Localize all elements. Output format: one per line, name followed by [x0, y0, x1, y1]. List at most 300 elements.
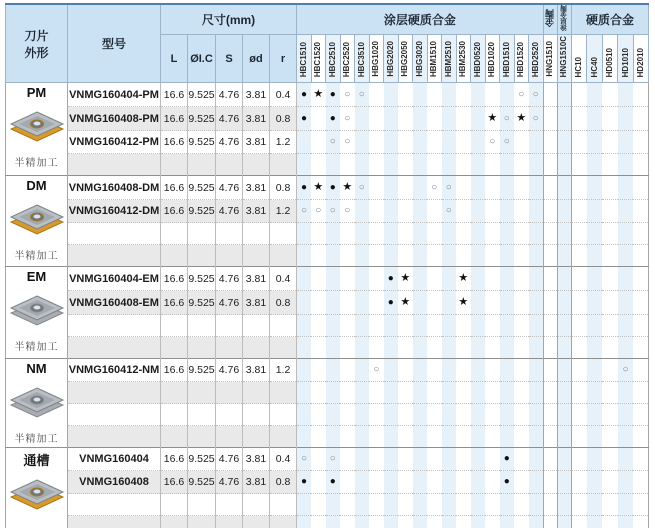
grade-mark-cell-HBD0520: [471, 494, 486, 516]
grade-mark-cell-HBG2050: [398, 382, 413, 404]
size-cell: [188, 315, 216, 337]
col-header-carbide-group: 硬质合金: [571, 4, 649, 35]
grade-label: HBG2050: [400, 41, 410, 77]
grade-mark-cell-HBG1020: [369, 315, 384, 337]
grade-mark-cell-HBG2020: [384, 200, 399, 223]
grade-mark-cell-HD1010: [618, 426, 634, 448]
star-mark-icon: ★: [458, 296, 469, 308]
grade-mark-cell-HBD0520: [471, 176, 486, 200]
grade-mark-cell-HBG3020: [413, 291, 428, 315]
grade-mark-cell-HBG3020: [413, 426, 428, 448]
insert-image: [9, 201, 65, 240]
table-row-VNMG160404: [6, 448, 649, 471]
grade-mark-cell-HD0510: [602, 315, 618, 337]
col-header-HBG3020: [413, 35, 428, 83]
size-cell: 4.76: [216, 131, 243, 154]
table-row-VNMG160408-EM: [6, 291, 649, 315]
grade-mark-cell-HBD2520: [529, 404, 544, 426]
grade-mark-cell-HC10: [571, 471, 587, 494]
grade-mark-cell-HD2010: [633, 315, 649, 337]
grade-mark-cell-HBD1020: [485, 83, 500, 107]
grade-mark-cell-HBM2530: [456, 382, 471, 404]
grade-mark-cell-HBC2510: [326, 200, 341, 223]
grade-mark-cell-HNG1510: [543, 83, 557, 107]
grade-mark-cell-HBG2050: [398, 494, 413, 516]
size-cell: 1.2: [270, 131, 297, 154]
col-header-HBG1020: [369, 35, 384, 83]
filled-mark-icon: ●: [301, 88, 308, 100]
grade-mark-cell-HD1010: [618, 176, 634, 200]
shape-box: [6, 267, 67, 355]
col-header-coated-cermet-group: 涂层金陶: [557, 4, 571, 35]
table-body: [6, 83, 649, 528]
grade-mark-cell-HD2010: [633, 494, 649, 516]
grade-mark-cell-HBD2520: [529, 471, 544, 494]
grade-mark-cell-HBM2530: [456, 404, 471, 426]
size-cell: [188, 382, 216, 404]
grade-mark-cell-HBG3020: [413, 245, 428, 267]
machining-note: 半精加工: [14, 158, 59, 169]
size-cell: [270, 315, 297, 337]
grade-mark-cell-HBG2050: [398, 359, 413, 382]
grade-mark-cell-HBC2520: [340, 315, 355, 337]
grade-mark-cell-HBD1020: [485, 382, 500, 404]
table-header: [6, 4, 649, 83]
size-cell: [243, 404, 270, 426]
grade-mark-cell-HC10: [571, 107, 587, 131]
size-cell: [216, 245, 243, 267]
grade-mark-cell-HNG1510: [543, 404, 557, 426]
grade-mark-cell-HBD0520: [471, 131, 486, 154]
grade-mark-cell-HNG1510: [543, 382, 557, 404]
grade-mark-cell-HBD2520: [529, 245, 544, 267]
grade-mark-cell-HBC3510: [355, 426, 370, 448]
grade-mark-cell-HD1010: [618, 516, 634, 528]
shape-cell-通槽: [6, 448, 68, 528]
grade-mark-cell-HBD2520: [529, 359, 544, 382]
grade-mark-cell-HBD0520: [471, 426, 486, 448]
grade-mark-cell-HBM1510: [427, 382, 442, 404]
grade-mark-cell-HC40: [587, 245, 603, 267]
grade-mark-cell-HBC3510: [355, 516, 370, 528]
grade-label: HBC3510: [356, 41, 366, 77]
size-cell: 0.8: [270, 471, 297, 494]
grade-mark-cell-HBG3020: [413, 131, 428, 154]
grade-mark-cell-HBG2020: [384, 426, 399, 448]
size-cell: 4.76: [216, 359, 243, 382]
shape-cell-DM: [6, 176, 68, 267]
grade-mark-cell-HBC3510: [355, 315, 370, 337]
grade-label: HNG1510C: [559, 35, 569, 77]
grade-mark-cell-HBC2520: [340, 516, 355, 528]
grade-mark-cell-HBM2510: [442, 516, 457, 528]
grade-mark-cell-HNG1510: [543, 494, 557, 516]
grade-mark-cell-HBD1020: [485, 426, 500, 448]
grade-mark-cell-HBD1020: [485, 471, 500, 494]
col-header-L: L: [161, 35, 188, 83]
grade-mark-cell-HBM2530: [456, 176, 471, 200]
grade-mark-cell-HNG1510C: [557, 516, 571, 528]
grade-mark-cell-HBG3020: [413, 404, 428, 426]
grade-mark-cell-HNG1510C: [557, 176, 571, 200]
size-cell: [161, 404, 188, 426]
grade-mark-cell-HBM2530: [456, 107, 471, 131]
col-header-HBG2020: [384, 35, 399, 83]
grade-mark-cell-HD0510: [602, 291, 618, 315]
grade-mark-cell-HBD1510: [500, 267, 515, 291]
grade-mark-cell-HBC1510: [297, 359, 312, 382]
grade-mark-cell-HBG1020: [369, 154, 384, 176]
size-cell: 4.76: [216, 83, 243, 107]
grade-mark-cell-HBM1510: [427, 426, 442, 448]
model-cell: VNMG160412-PM: [68, 131, 161, 154]
grade-mark-cell-HD1010: [618, 315, 634, 337]
shape-header-line1: 刀片: [24, 28, 49, 43]
grade-mark-cell-HD2010: [633, 448, 649, 471]
grade-mark-cell-HBC3510: [355, 471, 370, 494]
grade-mark-cell-HC10: [571, 200, 587, 223]
grade-mark-cell-HBM2530: [456, 154, 471, 176]
size-cell: [243, 223, 270, 245]
grade-mark-cell-HD1010: [618, 200, 634, 223]
size-cell: [161, 516, 188, 528]
col-header-HBD0520: [471, 35, 486, 83]
grade-mark-cell-HBD1520: [514, 200, 529, 223]
grade-mark-cell-HD0510: [602, 516, 618, 528]
grade-mark-cell-HBD0520: [471, 83, 486, 107]
grade-mark-cell-HBD1510: [500, 107, 515, 131]
grade-label: HD0510: [605, 47, 615, 77]
filled-mark-icon: ●: [301, 476, 308, 487]
grade-mark-cell-HC40: [587, 494, 603, 516]
col-header-IC: ØI.C: [188, 35, 216, 83]
grade-mark-cell-HBG1020: [369, 359, 384, 382]
grade-mark-cell-HBG3020: [413, 267, 428, 291]
grade-mark-cell-HBC2510: [326, 516, 341, 528]
size-cell: [270, 404, 297, 426]
grade-mark-cell-HNG1510C: [557, 315, 571, 337]
grade-mark-cell-HBM1510: [427, 107, 442, 131]
table-row-empty: [6, 154, 649, 176]
grade-mark-cell-HD2010: [633, 404, 649, 426]
grade-mark-cell-HBD1020: [485, 176, 500, 200]
model-cell: [68, 516, 161, 528]
col-header-HBC1520: [311, 35, 326, 83]
grade-mark-cell-HBC1520: [311, 176, 326, 200]
grade-mark-cell-HNG1510C: [557, 223, 571, 245]
table-row-VNMG160404-PM: [6, 83, 649, 107]
size-cell: 16.6: [161, 448, 188, 471]
grade-mark-cell-HBC2510: [326, 291, 341, 315]
size-cell: [216, 404, 243, 426]
grade-mark-cell-HBM2530: [456, 471, 471, 494]
grade-mark-cell-HD0510: [602, 223, 618, 245]
grade-mark-cell-HBG2050: [398, 471, 413, 494]
col-header-HNG1510C: [557, 35, 571, 83]
table-row-empty: [6, 337, 649, 359]
open-mark-icon: ○: [344, 88, 351, 100]
grade-mark-cell-HBG1020: [369, 291, 384, 315]
grade-mark-cell-HBD1520: [514, 245, 529, 267]
size-cell: [270, 223, 297, 245]
col-header-HD2010: [633, 35, 649, 83]
grade-mark-cell-HNG1510C: [557, 337, 571, 359]
size-cell: 9.525: [188, 267, 216, 291]
size-cell: 9.525: [188, 107, 216, 131]
grade-mark-cell-HBM1510: [427, 494, 442, 516]
insert-image: [9, 476, 65, 515]
grade-label: HBD1020: [487, 41, 497, 77]
grade-mark-cell-HBD1520: [514, 448, 529, 471]
size-cell: [243, 516, 270, 528]
grade-mark-cell-HBD1510: [500, 494, 515, 516]
grade-mark-cell-HBG2050: [398, 83, 413, 107]
grade-mark-cell-HBG3020: [413, 494, 428, 516]
col-header-coated-carbide-group: 涂层硬质合金: [297, 4, 544, 35]
grade-mark-cell-HBG2050: [398, 200, 413, 223]
star-mark-icon: ★: [458, 272, 469, 284]
grade-mark-cell-HD2010: [633, 154, 649, 176]
table-row-empty: [6, 516, 649, 528]
col-header-model: 型号: [68, 4, 161, 83]
col-header-HBC2520: [340, 35, 355, 83]
grade-mark-cell-HBD0520: [471, 315, 486, 337]
grade-mark-cell-HBG2020: [384, 315, 399, 337]
grade-mark-cell-HBC2520: [340, 494, 355, 516]
grade-mark-cell-HBC3510: [355, 359, 370, 382]
grade-mark-cell-HBG2020: [384, 359, 399, 382]
grade-mark-cell-HBM2510: [442, 404, 457, 426]
group-label: 通槽: [23, 453, 50, 468]
grade-mark-cell-HC10: [571, 291, 587, 315]
grade-mark-cell-HBD1510: [500, 359, 515, 382]
grade-mark-cell-HBM2510: [442, 83, 457, 107]
grade-mark-cell-HBD1510: [500, 245, 515, 267]
grade-mark-cell-HBM2530: [456, 448, 471, 471]
grade-mark-cell-HBM2510: [442, 494, 457, 516]
grade-mark-cell-HD1010: [618, 404, 634, 426]
grade-mark-cell-HBC1510: [297, 200, 312, 223]
grade-mark-cell-HBM1510: [427, 471, 442, 494]
grade-mark-cell-HBD1520: [514, 176, 529, 200]
grade-mark-cell-HBM1510: [427, 154, 442, 176]
shape-cell-EM: [6, 267, 68, 359]
size-cell: [270, 426, 297, 448]
grade-mark-cell-HBD2520: [529, 131, 544, 154]
grade-mark-cell-HBD1520: [514, 471, 529, 494]
open-mark-icon: ○: [329, 453, 336, 464]
grade-label: HBM2510: [443, 40, 453, 77]
grade-mark-cell-HBC3510: [355, 200, 370, 223]
grade-mark-cell-HBC1520: [311, 426, 326, 448]
grade-mark-cell-HBM2510: [442, 131, 457, 154]
model-cell: [68, 223, 161, 245]
size-cell: [188, 154, 216, 176]
grade-mark-cell-HBD1520: [514, 404, 529, 426]
grade-mark-cell-HBD2520: [529, 337, 544, 359]
grade-mark-cell-HD0510: [602, 107, 618, 131]
grade-mark-cell-HC40: [587, 176, 603, 200]
col-header-HC40: [587, 35, 603, 83]
shape-cell-NM: [6, 359, 68, 448]
grade-mark-cell-HD2010: [633, 200, 649, 223]
size-cell: [216, 382, 243, 404]
grade-mark-cell-HBC2520: [340, 382, 355, 404]
size-cell: [161, 315, 188, 337]
grade-mark-cell-HBD2520: [529, 107, 544, 131]
grade-mark-cell-HD0510: [602, 83, 618, 107]
grade-mark-cell-HBM2510: [442, 337, 457, 359]
grade-mark-cell-HC40: [587, 291, 603, 315]
model-cell: [68, 245, 161, 267]
grade-mark-cell-HBG2050: [398, 516, 413, 528]
grade-mark-cell-HBG3020: [413, 176, 428, 200]
grade-mark-cell-HD2010: [633, 471, 649, 494]
grade-label: HBC2510: [327, 41, 337, 77]
group-label: DM: [26, 178, 47, 193]
open-mark-icon: ○: [315, 205, 322, 216]
col-header-cermet-group: 金陶: [543, 4, 557, 35]
grade-mark-cell-HBM1510: [427, 337, 442, 359]
table-row-empty: [6, 426, 649, 448]
grade-mark-cell-HBG3020: [413, 359, 428, 382]
grade-mark-cell-HD1010: [618, 471, 634, 494]
grade-mark-cell-HC40: [587, 267, 603, 291]
model-cell: [68, 154, 161, 176]
shape-box: [6, 359, 67, 447]
grade-mark-cell-HBC1510: [297, 245, 312, 267]
table-row-empty: [6, 245, 649, 267]
grade-mark-cell-HBC1510: [297, 131, 312, 154]
grade-mark-cell-HBD2520: [529, 494, 544, 516]
grade-mark-cell-HBM1510: [427, 448, 442, 471]
grade-mark-cell-HBG1020: [369, 404, 384, 426]
grade-mark-cell-HD0510: [602, 176, 618, 200]
grade-mark-cell-HBM2510: [442, 382, 457, 404]
grade-label: HBG2020: [385, 41, 395, 77]
grade-mark-cell-HC10: [571, 448, 587, 471]
grade-mark-cell-HD0510: [602, 404, 618, 426]
grade-mark-cell-HBM1510: [427, 245, 442, 267]
grade-mark-cell-HC10: [571, 83, 587, 107]
grade-label: HC40: [589, 56, 599, 77]
grade-mark-cell-HBC2510: [326, 471, 341, 494]
col-header-S: S: [216, 35, 243, 83]
grade-mark-cell-HBD1020: [485, 516, 500, 528]
col-header-HBD1520: [514, 35, 529, 83]
size-cell: 1.2: [270, 359, 297, 382]
grade-mark-cell-HBC2510: [326, 267, 341, 291]
star-mark-icon: ★: [400, 296, 411, 308]
grade-mark-cell-HD1010: [618, 359, 634, 382]
grade-mark-cell-HBC2510: [326, 83, 341, 107]
grade-mark-cell-HBM2530: [456, 267, 471, 291]
grade-mark-cell-HC10: [571, 494, 587, 516]
grade-mark-cell-HBG1020: [369, 471, 384, 494]
shape-box: [6, 83, 67, 171]
open-mark-icon: ○: [373, 364, 380, 375]
grade-mark-cell-HC40: [587, 200, 603, 223]
grade-mark-cell-HNG1510: [543, 107, 557, 131]
size-cell: [216, 426, 243, 448]
open-mark-icon: ○: [532, 88, 539, 100]
size-cell: 9.525: [188, 359, 216, 382]
size-cell: 0.4: [270, 448, 297, 471]
header-group-row: [6, 4, 649, 35]
size-cell: [161, 426, 188, 448]
grade-mark-cell-HC40: [587, 382, 603, 404]
size-cell: 0.4: [270, 83, 297, 107]
grade-mark-cell-HNG1510: [543, 267, 557, 291]
grade-mark-cell-HD1010: [618, 107, 634, 131]
grade-mark-cell-HBG2050: [398, 223, 413, 245]
shape-header-line2: 外形: [24, 45, 49, 60]
grade-mark-cell-HBC1520: [311, 131, 326, 154]
filled-mark-icon: ●: [301, 112, 308, 124]
grade-mark-cell-HBM2530: [456, 516, 471, 528]
grade-mark-cell-HBC1510: [297, 426, 312, 448]
grade-mark-cell-HBD0520: [471, 471, 486, 494]
grade-mark-cell-HBD0520: [471, 267, 486, 291]
grade-mark-cell-HBC1510: [297, 291, 312, 315]
grade-mark-cell-HBC2520: [340, 267, 355, 291]
size-cell: 16.6: [161, 176, 188, 200]
grade-mark-cell-HBG1020: [369, 494, 384, 516]
table-row-VNMG160408-PM: [6, 107, 649, 131]
size-cell: 9.525: [188, 83, 216, 107]
grade-mark-cell-HBC1510: [297, 176, 312, 200]
star-mark-icon: ★: [313, 181, 324, 193]
grade-mark-cell-HBM2510: [442, 448, 457, 471]
size-cell: [270, 382, 297, 404]
size-cell: 3.81: [243, 267, 270, 291]
star-mark-icon: ★: [342, 181, 353, 193]
grade-mark-cell-HNG1510: [543, 154, 557, 176]
grade-mark-cell-HD2010: [633, 176, 649, 200]
size-cell: [161, 245, 188, 267]
grade-label: HC10: [574, 56, 584, 77]
size-cell: 3.81: [243, 359, 270, 382]
grade-mark-cell-HBD1510: [500, 516, 515, 528]
insert-catalog-table: [5, 3, 649, 528]
table-row-VNMG160412-NM: [6, 359, 649, 382]
grade-mark-cell-HBD2520: [529, 291, 544, 315]
grade-mark-cell-HNG1510C: [557, 471, 571, 494]
insert-image: [9, 384, 65, 423]
grade-mark-cell-HBM1510: [427, 131, 442, 154]
grade-mark-cell-HNG1510: [543, 471, 557, 494]
model-cell: VNMG160404-PM: [68, 83, 161, 107]
grade-mark-cell-HBD1520: [514, 359, 529, 382]
grade-mark-cell-HBC3510: [355, 448, 370, 471]
size-cell: [270, 494, 297, 516]
grade-mark-cell-HBD1020: [485, 223, 500, 245]
grade-mark-cell-HBD0520: [471, 337, 486, 359]
grade-mark-cell-HBD0520: [471, 107, 486, 131]
col-header-HBD1510: [500, 35, 515, 83]
grade-label: HBD2520: [530, 41, 540, 77]
group-label: NM: [26, 361, 47, 376]
grade-mark-cell-HC10: [571, 131, 587, 154]
table-wrap: [5, 3, 649, 528]
grade-mark-cell-HBD1520: [514, 382, 529, 404]
grade-mark-cell-HBG3020: [413, 315, 428, 337]
grade-mark-cell-HD1010: [618, 337, 634, 359]
size-cell: 16.6: [161, 131, 188, 154]
grade-mark-cell-HBD1520: [514, 107, 529, 131]
grade-mark-cell-HNG1510: [543, 200, 557, 223]
grade-mark-cell-HBC2510: [326, 448, 341, 471]
